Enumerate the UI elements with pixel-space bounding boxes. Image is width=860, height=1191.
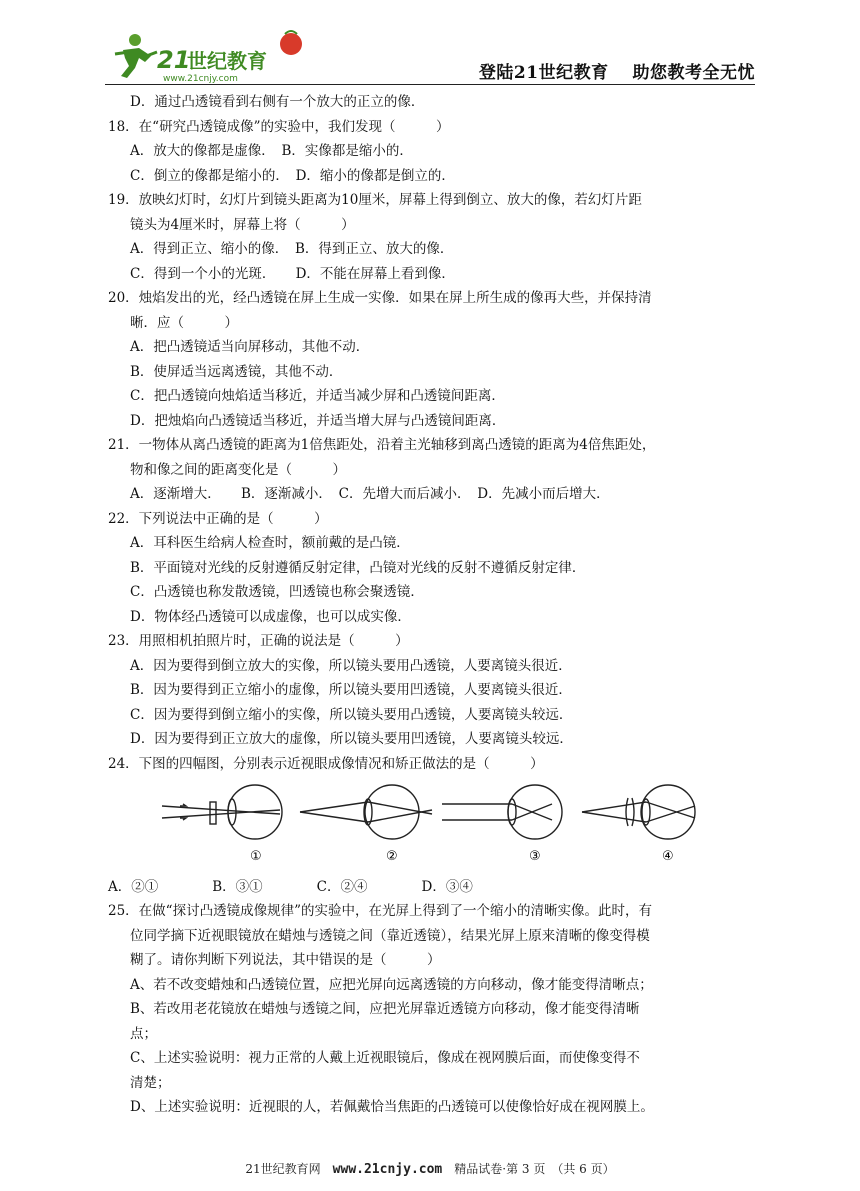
q22-stem: 22．下列说法中正确的是（ ） — [108, 510, 328, 527]
header-divider — [105, 84, 755, 85]
q20-option-c: C．把凸透镜向烛焰适当移近，并适当减少屏和凸透镜间距离． — [130, 388, 505, 404]
q25-option-b-cont: 点； — [130, 1025, 157, 1042]
q19-stem-cont: 镜头为4厘米时，屏幕上将（ ） — [130, 216, 355, 233]
q20-stem: 20．烛焰发出的光，经凸透镜在屏上生成一实像．如果在屏上所生成的像再大些，并保持清 — [108, 290, 652, 306]
q25-stem-cont-1: 位同学摘下近视眼镜放在蜡烛与透镜之间（靠近透镜），结果光屏上原来清晰的像变得模 — [130, 927, 650, 944]
q17-option-d: D．通过凸透镜看到右侧有一个放大的正立的像． — [130, 94, 425, 110]
eye-diagram-label-4: ④ — [662, 849, 674, 864]
q20-stem-cont: 晰．应（ ） — [130, 314, 238, 331]
q23-option-b: B．因为要得到正立缩小的虚像，所以镜头要用凹透镜，人要离镜头很近． — [130, 682, 572, 698]
eye-diagram-2 — [300, 785, 432, 839]
svg-text:21: 21 — [157, 46, 191, 74]
footer-site-name: 21世纪教育网 — [245, 1162, 333, 1176]
q24-stem: 24．下图的四幅图，分别表示近视眼成像情况和矫正做法的是（ ） — [108, 755, 544, 772]
footer-page-info: 精品试卷·第 3 页 （共 6 页） — [442, 1162, 615, 1176]
q23-option-a: A．因为要得到倒立放大的实像，所以镜头要用凸透镜，人要离镜头很近． — [130, 657, 572, 674]
eye-diagram-label-2: ② — [386, 849, 398, 864]
q23-stem: 23．用照相机拍照片时，正确的说法是（ ） — [108, 633, 409, 649]
q18-stem: 18．在“研究凸透镜成像”的实验中，我们发现（ ） — [108, 118, 450, 135]
svg-text:www.21cnjy.com: www.21cnjy.com — [163, 74, 238, 84]
q19-options-cd: C．得到一个小的光斑． D．不能在屏幕上看到像． — [130, 265, 455, 282]
page-header — [105, 28, 755, 86]
q21-options: A．逐渐增大． B．逐渐减小． C．先增大而后减小． D．先减小而后增大． — [130, 486, 610, 502]
q22-option-a: A．耳科医生给病人检查时，额前戴的是凸镜． — [130, 535, 410, 551]
q20-option-d: D．把烛焰向凸透镜适当移近，并适当增大屏与凸透镜间距离． — [130, 412, 506, 429]
q21-stem-cont: 物和像之间的距离变化是（ ） — [130, 461, 346, 478]
eye-diagram-label-1: ① — [250, 849, 262, 864]
eye-diagram-figure — [160, 782, 720, 864]
q20-option-b: B．使屏适当远离透镜，其他不动． — [130, 363, 343, 380]
q23-option-c: C．因为要得到倒立缩小的实像，所以镜头要用凸透镜，人要离镜头较远． — [130, 706, 573, 723]
q19-stem: 19．放映幻灯时，幻灯片到镜头距离为10厘米，屏幕上得到倒立、放大的像，若幻灯片距 — [108, 192, 642, 208]
q25-option-d: D、上述实验说明：近视眼的人，若佩戴恰当焦距的凸透镜可以使像恰好成在视网膜上。 — [130, 1099, 654, 1115]
q25-option-b: B、若改用老花镜放在蜡烛与透镜之间，应把光屏靠近透镜方向移动，像才能变得清晰 — [130, 1001, 640, 1017]
q23-option-d: D．因为要得到正立放大的虚像，所以镜头要用凹透镜，人要离镜头较远． — [130, 731, 573, 747]
site-logo — [105, 28, 315, 86]
q22-option-b: B．平面镜对光线的反射遵循反射定律，凸镜对光线的反射不遵循反射定律． — [130, 559, 586, 576]
q21-stem: 21．一物体从离凸透镜的距离为1倍焦距处，沿着主光轴移到离凸透镜的距离为4倍焦距处， — [108, 437, 656, 453]
q25-stem: 25．在做“探讨凸透镜成像规律”的实验中，在光屏上得到了一个缩小的清晰实像。此时，有 — [108, 903, 652, 919]
q22-option-d: D．物体经凸透镜可以成虚像，也可以成实像． — [130, 608, 411, 625]
q20-option-a: A．把凸透镜适当向屏移动，其他不动． — [130, 339, 370, 355]
q25-stem-cont-2: 糊了。请你判断下列说法，其中错误的是（ ） — [130, 952, 441, 968]
page-footer — [0, 1160, 860, 1177]
q25-option-c: C、上述实验说明：视力正常的人戴上近视眼镜后，像成在视网膜后面，而使像变得不 — [130, 1050, 640, 1066]
q24-options: A．②① B．③① C．②④ D．③④ — [108, 878, 473, 895]
footer-url: www.21cnjy.com — [332, 1162, 443, 1177]
q18-options-ab: A．放大的像都是虚像． B．实像都是缩小的． — [130, 143, 413, 159]
eye-diagram-label-3: ③ — [529, 849, 541, 864]
eye-diagram-3 — [442, 785, 562, 839]
q19-options-ab: A．得到正立、缩小的像． B．得到正立、放大的像． — [130, 241, 454, 257]
q25-option-a: A、若不改变蜡烛和凸透镜位置，应把光屏向远离透镜的方向移动，像才能变得清晰点； — [130, 976, 653, 993]
svg-text:世纪教育: 世纪教育 — [187, 49, 267, 73]
q22-option-c: C．凸透镜也称发散透镜，凹透镜也称会聚透镜． — [130, 584, 424, 600]
q25-option-c-cont: 清楚； — [130, 1074, 171, 1091]
question-content — [108, 90, 758, 1120]
eye-diagram-1 — [162, 785, 282, 839]
eye-diagram-4 — [582, 785, 695, 839]
header-slogan: 登陆21世纪教育 助您教考全无忧 — [478, 63, 755, 83]
q18-options-cd: C．倒立的像都是缩小的． D．缩小的像都是倒立的． — [130, 167, 455, 184]
